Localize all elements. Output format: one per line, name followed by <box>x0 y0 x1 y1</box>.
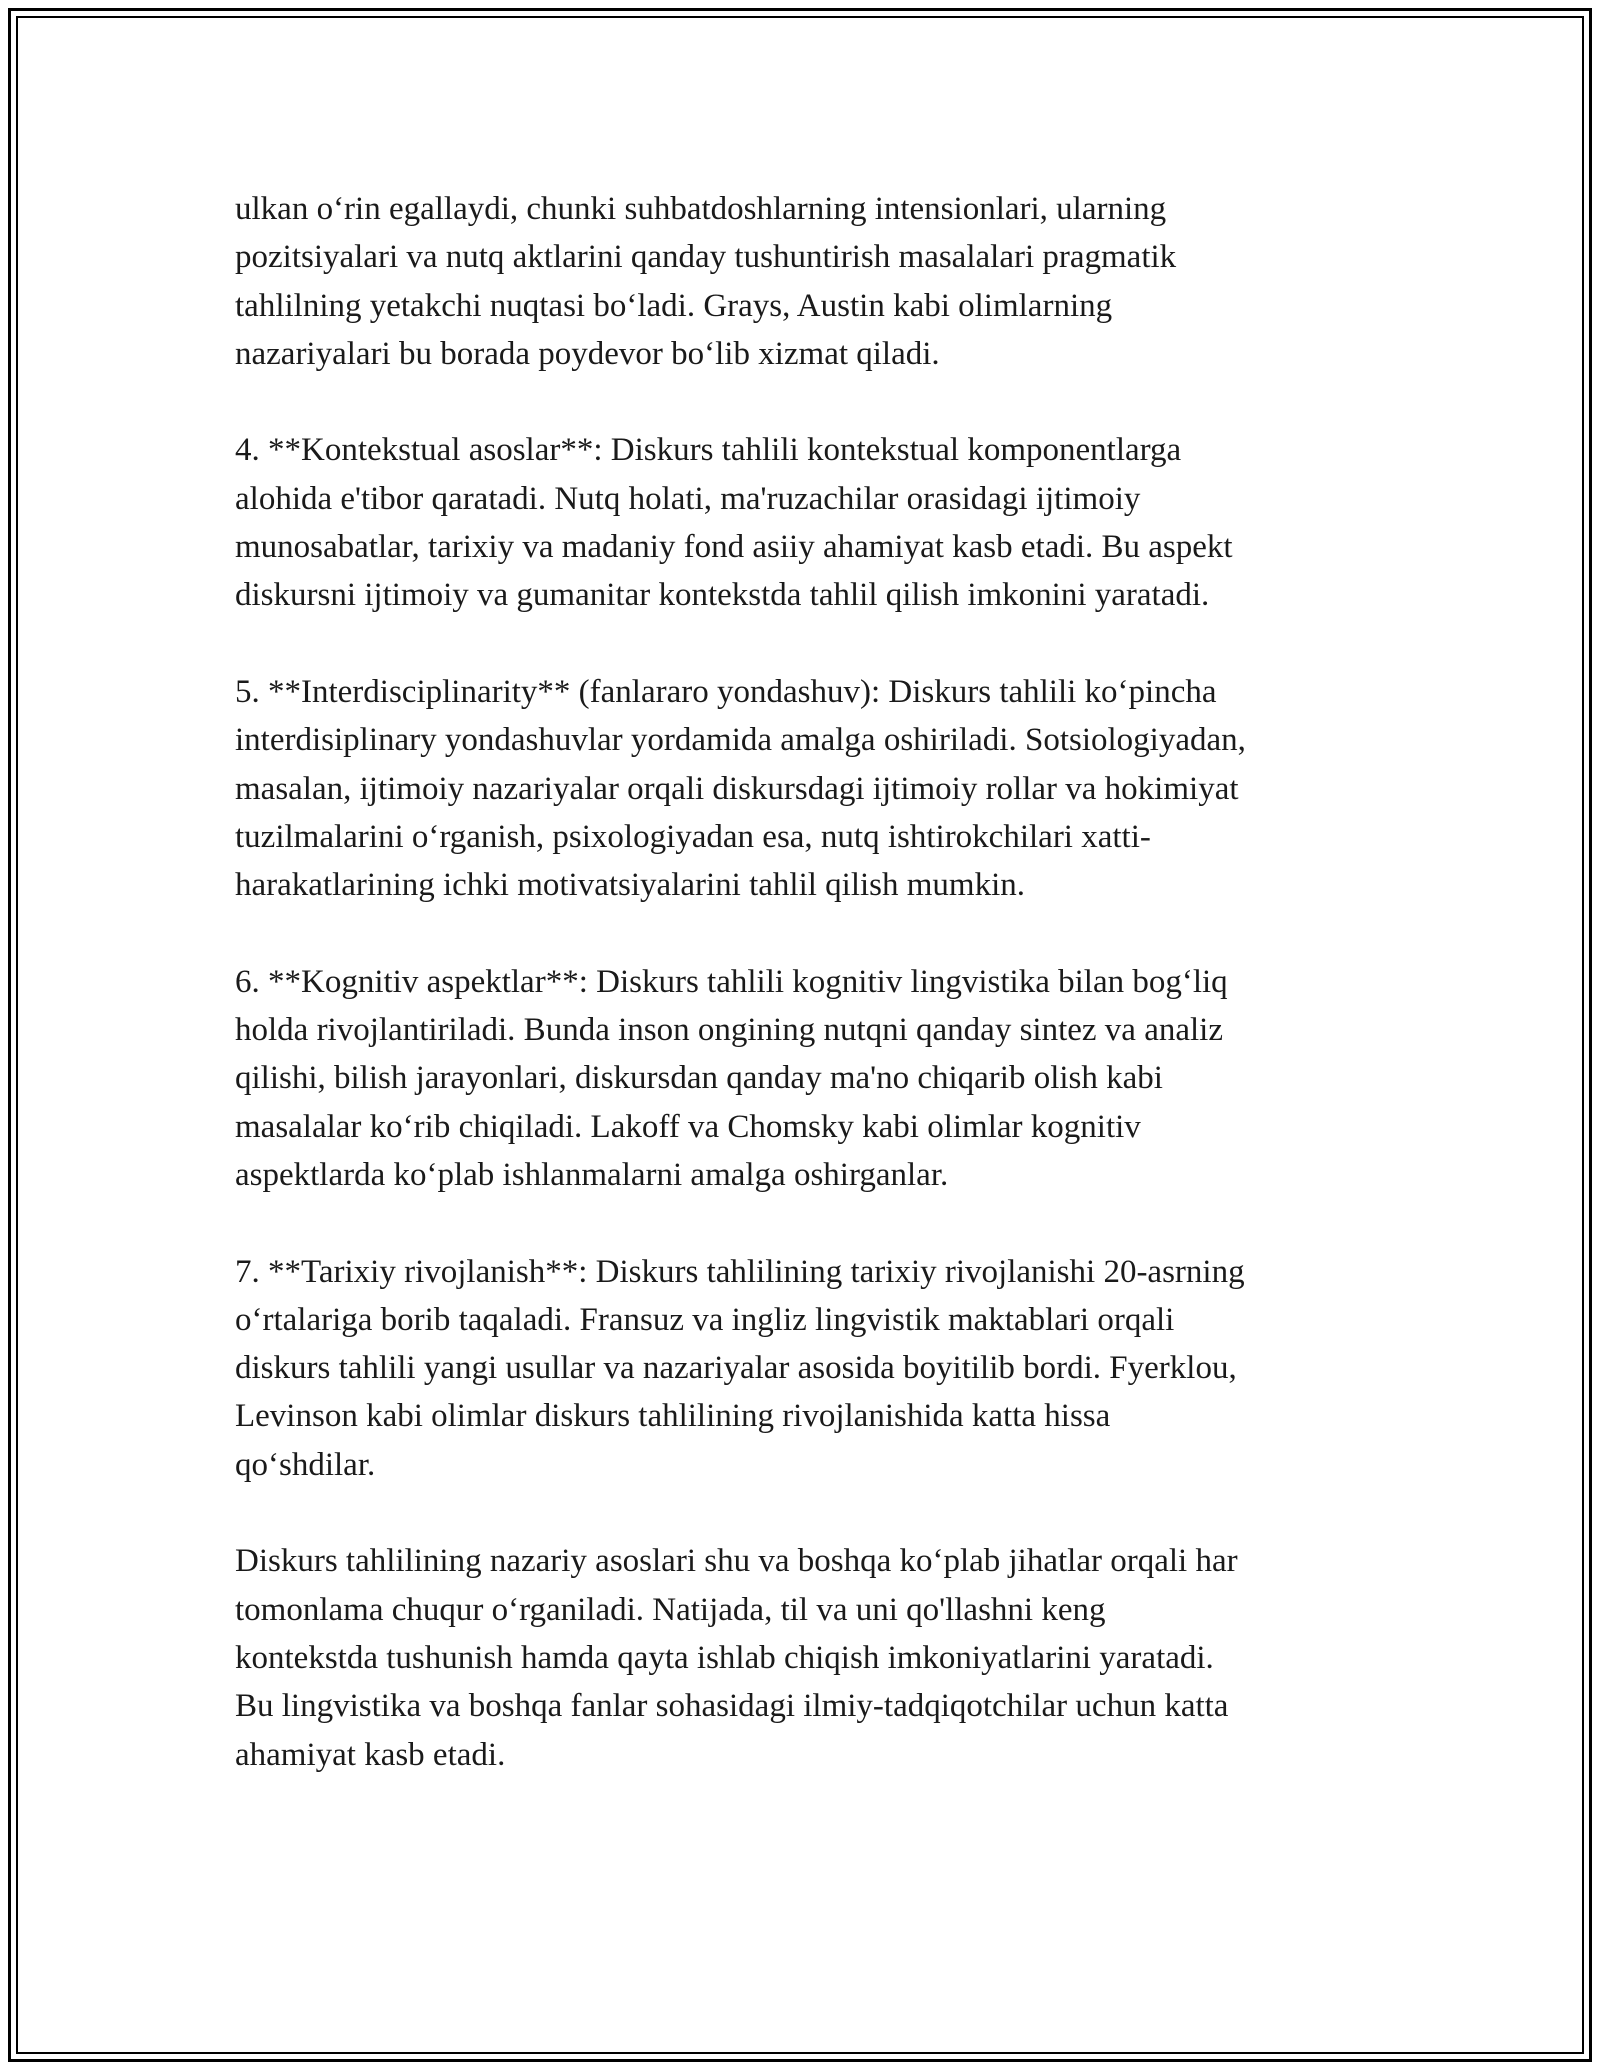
text-line: tahlilning yetakchi nuqtasi bo‘ladi. Grays, Austin kabi olimlarning <box>235 287 1113 324</box>
paragraph-item-7-historical <box>235 1248 1375 1489</box>
text-line: qo‘shdilar. <box>235 1446 376 1483</box>
text-line: 6. **Kognitiv aspektlar**: Diskurs tahlili kognitiv lingvistika bilan bog‘liq <box>235 963 1228 1000</box>
text-line: 5. **Interdisciplinarity** (fanlararo yondashuv): Diskurs tahlili ko‘pincha <box>235 673 1217 710</box>
text-line: pozitsiyalari va nutq aktlarini qanday tushuntirish masalalari pragmatik <box>235 239 1177 276</box>
text-line: masalalar ko‘rib chiqiladi. Lakoff va Chomsky kabi olimlar kognitiv <box>235 1108 1141 1145</box>
text-line: diskurs tahlili yangi usullar va nazariyalar asosida boyitilib bordi. Fyerklou, <box>235 1350 1237 1387</box>
text-line: aspektlarda ko‘plab ishlanmalarni amalga oshirganlar. <box>235 1156 949 1193</box>
text-line: holda rivojlantiriladi. Bunda inson ongining nutqni qanday sintez va analiz <box>235 1012 1223 1049</box>
text-line: harakatlarining ichki motivatsiyalarini tahlil qilish mumkin. <box>235 867 1026 904</box>
text-line: nazariyalari bu borada poydevor bo‘lib xizmat qiladi. <box>235 335 940 372</box>
paragraph-item-6-cognitive <box>235 958 1375 1199</box>
text-line: Diskurs tahlilining nazariy asoslari shu va boshqa ko‘plab jihatlar orqali har <box>235 1543 1238 1580</box>
text-line: interdisiplinary yondashuvlar yordamida amalga oshiriladi. Sotsiologiyadan, <box>235 722 1246 759</box>
text-line: ahamiyat kasb etadi. <box>235 1736 506 1773</box>
paragraph-conclusion <box>235 1537 1375 1778</box>
text-line: alohida e'tibor qaratadi. Nutq holati, ma'ruzachilar orasidagi ijtimoiy <box>235 480 1141 517</box>
text-line: kontekstda tushunish hamda qayta ishlab chiqish imkoniyatlarini yaratadi. <box>235 1639 1214 1676</box>
text-line: Levinson kabi olimlar diskurs tahlilining rivojlanishida katta hissa <box>235 1398 1111 1435</box>
paragraph-item-5-interdisciplinarity <box>235 668 1375 909</box>
text-line: munosabatlar, tarixiy va madaniy fond asiiy ahamiyat kasb etadi. Bu aspekt <box>235 529 1233 566</box>
document-body <box>235 185 1375 1827</box>
text-line: o‘rtalariga borib taqaladi. Fransuz va ingliz lingvistik maktablari orqali <box>235 1301 1175 1338</box>
text-line: ulkan o‘rin egallaydi, chunki suhbatdoshlarning intensionlari, ularning <box>235 191 1167 227</box>
paragraph-pragmatics-continued <box>235 185 1375 378</box>
text-line: 7. **Tarixiy rivojlanish**: Diskurs tahlilining tarixiy rivojlanishi 20-asrning <box>235 1253 1245 1290</box>
text-line: qilishi, bilish jarayonlari, diskursdan qanday ma'no chiqarib olish kabi <box>235 1060 1163 1097</box>
text-line: tomonlama chuqur o‘rganiladi. Natijada, til va uni qo'llashni keng <box>235 1591 1106 1628</box>
paragraph-item-4-contextual <box>235 426 1375 619</box>
text-line: Bu lingvistika va boshqa fanlar sohasidagi ilmiy-tadqiqotchilar uchun katta <box>235 1688 1229 1725</box>
text-line: masalan, ijtimoiy nazariyalar orqali diskursdagi ijtimoiy rollar va hokimiyat <box>235 770 1239 807</box>
text-line: 4. **Kontekstual asoslar**: Diskurs tahlili kontekstual komponentlarga <box>235 432 1182 469</box>
text-line: diskursni ijtimoiy va gumanitar kontekstda tahlil qilish imkonini yaratadi. <box>235 577 1210 614</box>
text-line: tuzilmalarini o‘rganish, psixologiyadan esa, nutq ishtirokchilari xatti- <box>235 818 1151 855</box>
